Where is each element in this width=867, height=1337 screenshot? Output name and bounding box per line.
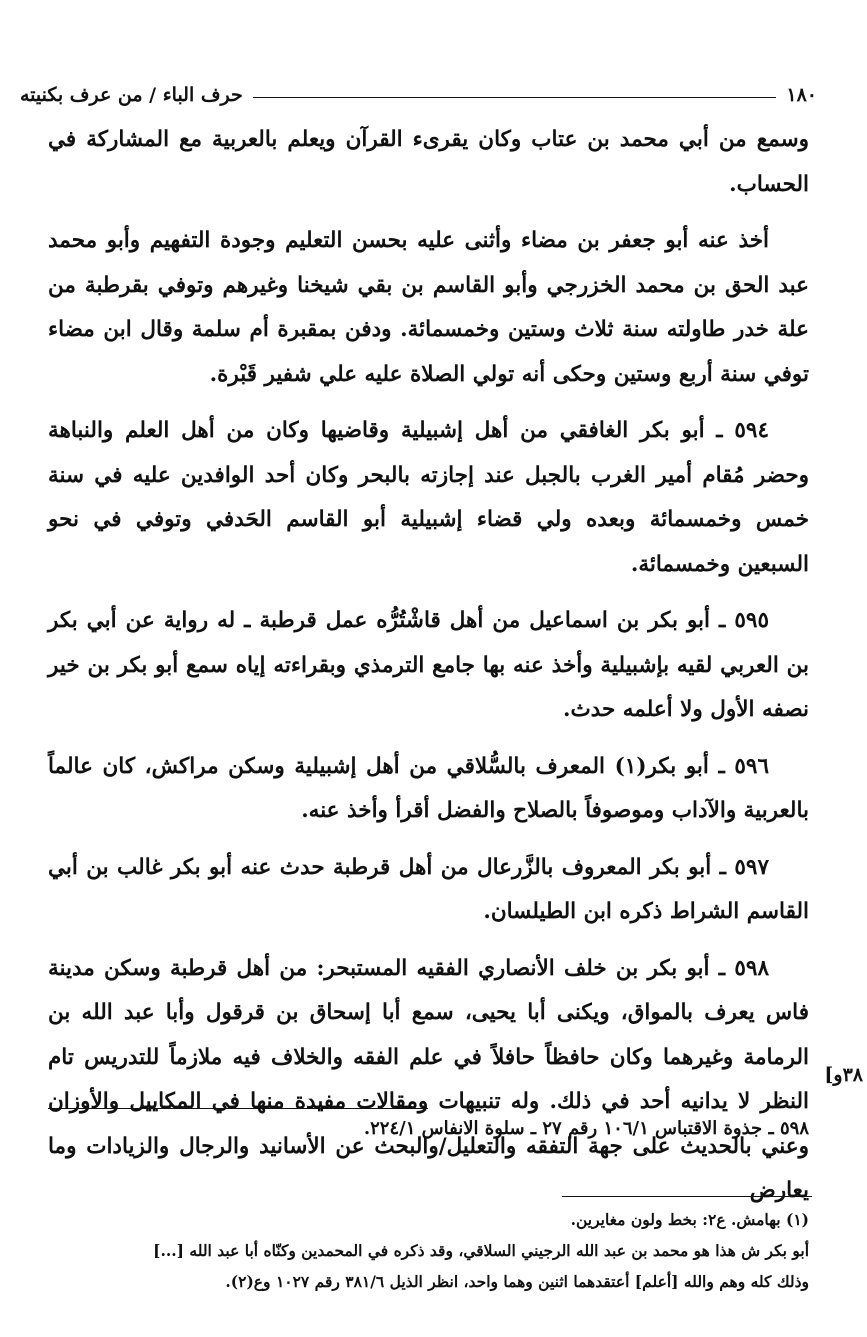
page-number: ١٨٠ [786,84,817,106]
manuscript-folio-marker: ٣٨و] [824,1064,863,1086]
entry-597: ٥٩٧ ـ أبو بكر المعروف بالزَّرعال من أهل قرطبة حدث عنه أبو بكر غالب بن أبي القاسم الشراط ذكره ابن الطيلسان. [48,854,809,924]
header-rule [253,97,777,98]
entry-596: ٥٩٦ ـ أبو بكر(١) المعرف بالسُّلاقي من أهل إشبيلية وسكن مراكش، كان عالماً بالعربية والآداب وموصوفاً بالصلاح والفضل أقرأ وأخذ عنه. [48,753,809,823]
entry-595: ٥٩٥ ـ أبو بكر بن اسماعيل من أهل قاشْتُرُّه عمل قرطبة ـ له رواية عن أبي بكر بن العربي لقيه بإشبيلية وأخذ عنه بها جامع الترمذي وبقراءته إياه سمع أبو بكر بن خير نصفه الأول ولا أعلمه حدث. [48,608,809,722]
main-text [48,118,809,1214]
entry-598: ٥٩٨ ـ أبو بكر بن خلف الأنصاري الفقيه المستبحر: من أهل قرطبة وسكن مدينة فاس يعرف بالمواق، ويكنى أبا يحيى، سمع أبا إسحاق بن قرقول وأبا عبد الله بن الرمامة وغيرهما وكان حافظاً حافلاً في علم الفقه والخلاف فيه ملازماً للتدريس تام النظر لا يدانيه أحد في ذلك. وله تنبيهات ومقالات مفيدة منها في المكاييل والأوزان وعني بالحديث على جهة التفقه والتعليل/والبحث عن الأسانيد والرجال والزيادات وما يعارض [48,955,809,1203]
footnotes [48,1204,809,1297]
source-divider [48,1108,428,1109]
paragraph: أخذ عنه أبو جعفر بن مضاء وأثنى عليه بحسن التعليم وجودة التفهيم وأبو محمد عبد الحق بن محمد الخزرجي وأبو القاسم بن بقي شيخنا وغيرهم وتوفي بقرطبة من علة خدر طاولته سنة ثلاث وستين وخمسمائة. ودفن بمقبرة أم سلمة وقال ابن مضاء توفي سنة أربع وستين وحكى أنه تولي الصلاة عليه علي شفير قَبْرة. [48,228,809,387]
footnote-line: أبو بكر ش هذا هو محمد بن عبد الله الرجيني السلاقي، وقد ذكره في المحمدين وكنّاه أبا عبد الله [...] [153,1241,809,1260]
footnote-line: وذلك كله وهم والله [أعلم] أعتقدهما اثنين وهما واحد، انظر الذيل ٣٨١/٦ رقم ١٠٢٧ وع(٢). [225,1272,809,1291]
footnote-divider [562,1196,812,1197]
running-title: حرف الباء / من عرف بكنيته [20,84,243,106]
paragraph-continuation: وسمع من أبي محمد بن عتاب وكان يقرىء القرآن ويعلم بالعربية مع المشاركة في الحساب. [48,127,809,197]
page-header [20,72,817,106]
entry-594: ٥٩٤ ـ أبو بكر الغافقي من أهل إشبيلية وقاضيها وكان من أهل العلم والنباهة وحضر مُقام أمير الغرب بالجبل عند إجازته بالبحر وكان أحد الوافدين عليه في سنة خمس وخمسمائة وبعده ولي قضاء إشبيلية أبو القاسم الحَدفي وتوفي في نحو السبعين وخمسمائة. [48,418,809,577]
footnote-line: (١) بهامش. ع٢: بخط ولون مغايرين. [570,1210,809,1229]
source-reference: ٥٩٨ ـ جذوة الاقتباس ١٠٦/١ رقم ٢٧ ـ سلوة الانفاس ٢٢٤/١. [363,1118,809,1139]
